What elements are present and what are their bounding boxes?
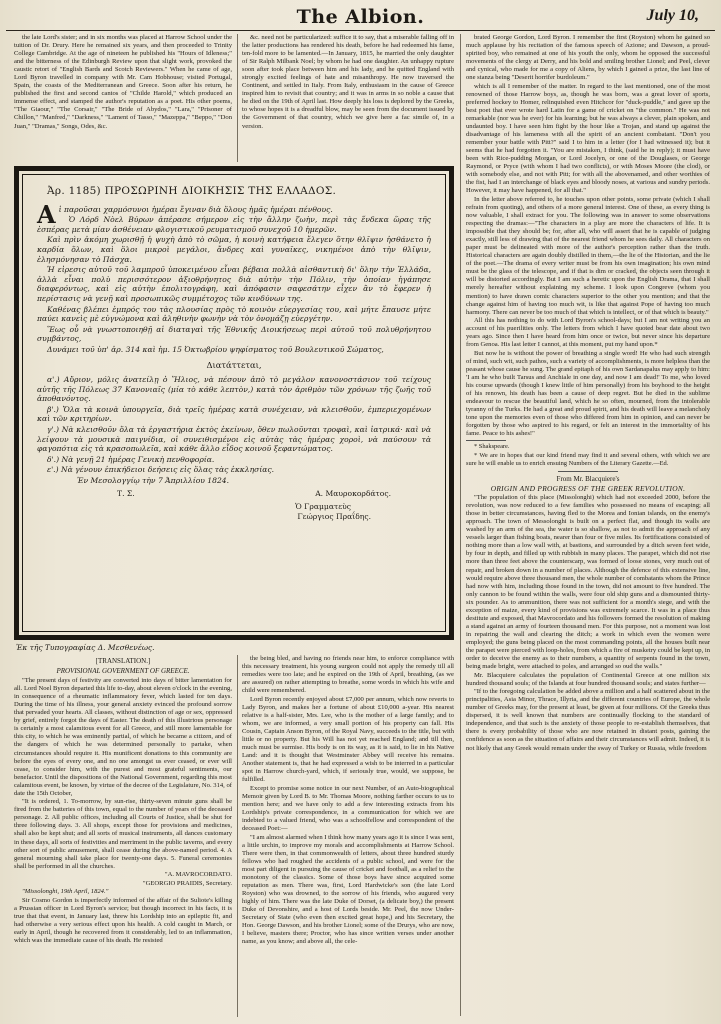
paragraph: brated George Gordon, Lord Byron. I remember the first (Royston) whom he gained so much applause by his recitation of the famous speech of Azione; and Dawson, a proud-spirited boy, who remained at one of his youth the only, whom he opposed the successful movements of the clergy at Derry, and his bold and smiling brother Lionel; and Peel, clever and cynical, who made for me a copy of Aliens, by which I gained a prize, the last line of one stanza being "Deserit horrifer burdoleum."	[466, 34, 710, 82]
paragraph: "The present days of festivity are converted into days of bitter lamentation for all. Lord Noel Byron departed this life to-day, about eleven o'clock in the evening, in consequence of a rheumatic inflammatory fever, which lasted for ten days. During the time of his illness, your general anxiety evinced the profound sorrow that pervaded your hearts. All classes, without distinction of age or sex, oppressed by grief, entirely forgot the days of Easter. The death of this illustrious personage is certainly a most calamitous event for all Greece, and still more lamentable for this city, to which he was eminently partial, of which he became a citizen, and of the dangers of which he was determined personally to partake, when circumstances should require it. His munificent donations to this community are before the eyes of every one, and no one amongst us ever ceased, or ever will cease, to consider him, with the purest and most grateful sentiments, our benefactor. Until the dispositions of the National Government, regarding this most calamitous event, be known, by virtue of the decree of the Legislature, No. 314, of date the 15th October,	[14, 677, 232, 797]
column-divider	[237, 655, 238, 1017]
paragraph: Sir Cosmo Gordon is imperfectly informed of the affair of the Suliote's killing a Prussian officer in Lord Byron's service; but though incorrect in his facts, it is true that that event, in January last, threw his Lordship into an epileptic fit, and had otherwise a very serious effect upon his health. A cold caught in March, or early in April, though he recovered from it considerably, led to an inflammation, which was the immediate cause of his death. He resisted	[14, 896, 232, 945]
place-date: Ἐν Μεσολογγίῳ τὴν 7 Ἀπριλλίου 1824.	[77, 476, 230, 486]
decree-item: δ'.) Νὰ γενῇ 21 ἡμέρας Γενικὴ πενθοφορία.	[47, 454, 215, 464]
dateline: "Missolonghi, 19th April, 1824."	[22, 888, 109, 896]
decree-item: α'.) Αὔριον, μόλις ἀνατείλῃ ὁ Ἥλιος, νὰ πέσουν ἀπὸ τὸ μεγάλον κανονοστάσιον τοῦ τείχους αὐτῆς τῆς Πόλεως 37 Κανονιαῖς (μία τὸ κάθε λεπτὸν,) κατὰ τὸν ἀριθμὸν τῶν χρόνων τῆς ζωῆς τοῦ ἀποθανόντος.	[37, 375, 431, 404]
decree-item: ε'.) Νὰ γένουν ἐπικήδειοι δεήσεις εἰς ὅλας τὰς ἐκκλησίας.	[47, 465, 275, 475]
signatory: Α. Μαυροκορδάτος.	[315, 488, 391, 498]
paragraph: Καὶ πρὶν ἀκόμη χωρισθῇ ἡ ψυχὴ ἀπὸ τὸ σῶμα, ἡ κοινὴ κατήφεια ἔλεγεν ὅτην θλῖψιν ἠσθάνετο ἡ καρδία ὅλων, καὶ ὅλοι μικροὶ μεγάλοι, ἄνδρες καὶ γυναῖκες, νικημένοι ἀπὸ τὴν θλῖψιν, ἐλησμόνησαν τὸ Πάσχα.	[37, 235, 431, 264]
bottom-column-1	[14, 655, 232, 1017]
column-divider	[237, 34, 238, 162]
footnote-rule	[466, 440, 506, 441]
top-column-1	[14, 34, 232, 162]
article-source: From Mr. Blacquiere's	[556, 474, 620, 483]
government-heading: PROVISIONAL GOVERNMENT OF GREECE.	[56, 667, 190, 676]
seal-mark: Τ. Σ.	[117, 488, 135, 498]
paragraph: "If to the foregoing calculation be added above a million and a half scattered about in the principalities, Asia Minor, Thrace, Illyria, and the different countries of Europe, the whole number of Greeks may, for the present at least, be given at four millions. Of the Greeks thus dispersed, it is well known that numbers are continually flocking to the standard of independence, and that such is the anxiety of those people to re-establish themselves, that there is every probability of those who are now retained in distant posts, gaining the confidence as soon as the situation of affairs and their circumstances will admit. Indeed, it is not likely that any Greek would remain under the sway of Turkey or Russia, while freedom	[466, 688, 710, 752]
decree-item: β'.) Ὅλα τὰ κοινὰ ὑπουργεῖα, διὰ τρεῖς ἡμέρας κατὰ συνέχειαν, νὰ κλεισθοῦν, ἐμπεριεχομένων καὶ τῶν κριτηρίων.	[37, 404, 431, 424]
signature: "GEORGIO PRAIDIS, Secretary.	[142, 879, 232, 887]
paragraph: All this has nothing to do with Lord Byron's school-days; but I am not writing you an account of his puerilities only. The letters from which I have quoted bear date about two years ago. Since then I have heard from him once or twice, but never since his departure from Genoa. His last letter I cannot, at this moment, put my hand upon.*	[466, 317, 710, 349]
paragraph: Mr. Blacquiere calculates the population of Continental Greece at one million six hundred thousand souls; of the Islands at four hundred thousand souls; and states further—	[466, 671, 710, 687]
decree-item: γ'.) Νὰ κλεισθοῦν ὅλα τὰ ἐργαστήρια ἐκτὸς ἐκείνων, ὅθεν πωλοῦνται τροφαὶ, καὶ ἰατρικά· καὶ νὰ λείψουν τὰ μουσικὰ παιγνίδια, οἱ συνειθισμένοι εἰς αὐτὰς τὰς ἡμέρας χοροὶ, νὰ παύσουν τὰ φαγοπότια εἰς τὰ κρασοπωλεῖα, καὶ κάθε ἄλλο εἶδος κοινοῦ ξεφαντώματος.	[37, 425, 431, 454]
paragraph: But now he is without the power of breathing a single word! He who had such strength of mind, such wit, such pathos, such a variety of accomplishments, is more helpless than the peasant whose cause he sung. The grand epitaph of his own Sardanapalus may apply to him: 'I am he who built Tarsus and Anchiale in one day, and now I am dead!' To me, who loved his course upwards (though I knew little of him personally) from his boyhood to the height of his renown, his death has been a cause of deep regret. But he died in the sublime endeavour to rescue the beautiful land, which he so often, mourned, from the intolerable tyranny of the Turks. He had a great and proud spirit, and his death will leave a melancholy tone upon the memories even of those who differed from him in opinion, and can never be forgotten by those who aspired to his regard, or felt an interest in the immortality of his fame. Peace to his ashes!"	[466, 349, 710, 438]
paragraph: Lord Byron recently enjoyed about £7,000 per annum, which now reverts to Lady Byron, and makes her a fortune of about £10,000 a-year. His nearest relative is a half-sister, Mrs. Lee, who is the mother of a large family; and to whom, we are informed, a very small portion of his property can fall. His Cousin, Captain Anson Byron, of the Royal Navy, succeeds to the title, but with little or no property. But his Will has not yet reached England; and till then, much must be surmise. His body is on its way, as it is said, to lie in his Native Land: and it is thought that Westminster Abbey will receive his remains. Another statement is, that he had expressed a wish to be interred in a particular spot in Harrow church-yard, which, if seriously true, would, we suppose, be fulfilled.	[242, 695, 454, 784]
decree-heading: Διατάττεται,	[206, 359, 262, 370]
paragraph: the late Lord's sister; and in six months was placed at Harrow School under the tuition of Dr. Drury. Here he remained six years, and then proceeded to Trinity College Cambridge. At the age of nineteen he published his "Hours of Idleness;" and the bitterness of the Edinburgh Review upon that slight work, provoked the caustic retort of "English Bards and Scotch Reviewers." When he came of age, Lord Byron travelled in company with Mr. Cam Hobhouse; visited Portugal, Spain, the coasts of the Mediterranean and Greece. Soon after his return, he published the first and second cantos of "Childe Harold," which produced an immense effect, and stamped the author's reputation as a poet. His other poems, "The Giaour," "The Corsair," "The Bride of Abydos," "Lara," "Prisoner of Chillon," "Manfred," "Darkness," "Lament of Tasso," "Mazeppa," "Beppo," "Don Juan," "Dramas," Songs, Odes, &c.	[14, 34, 232, 130]
secretary-title: Ὁ Γραμματεὺς	[295, 502, 351, 512]
paragraph: Δυνάμει τοῦ ὑπ' ἀρ. 314 καὶ ἡμ. 15 Ὀκτωβρίου ψηφίσματος τοῦ Βουλευτικοῦ Σώματος,	[47, 344, 384, 354]
newspaper-title: The Albion.	[296, 6, 425, 28]
paragraph: the being bled, and having no friends near him, to enforce compliance with this necessary treatment, his young surgeon could not apply the remedy till all remedies were too late; and he expired on the 19th of April, breathing, (as we are assured) on rather attempting to breathe, some words in which his wife and child were remembered.	[242, 655, 454, 695]
paragraph: "I am almost alarmed when I think how many years ago it is since I was sent, a little urchin, to improve my morals and accomplishments at Harrow School. There were then, in that commonwealth of letters, about three hundred sturdy fellows who had roughed the accidents of a public school, and were for the most part diligent in pursuing the cause of cricket and football, as a relief to the monotony of the classics. Some of those boys have since acquired some reputation as men. There was, first, Lord Hardwicke's son (the late Lord Royston) who was drowned, to the sorrow of his friends, who augured very highly of him. There was the late Duke of Dorset, (a delicate boy,) the present Duke of Devonshire, and a host of Lords beside. Mr. Peel, the now Under-Secretary of State (who even then excited great hope,) and his Secretary, the Hon. George Dawson, and his brother Lionel; some of the Drurys, who are now, I believe, masters there; Proctor, who has since written verses under another name, as you know; and above all, the cele-	[242, 833, 454, 946]
paragraph: Ἡ εἰρεσις αὐτοῦ τοῦ λαμπροῦ ὑποκειμένου εἶναι βέβαια πολλὰ αἰσθαντικὴ δι' ὅλην τὴν Ἑλλάδα, ἀλλὰ εἶναι πολὺ περισσότερον ἀξιοθρήνητος διὰ αὐτὴν τὴν Πόλιν, τὴν ὁποίαν ἠγάπησε διαφερόντως, καὶ εἰς αὐτὴν ἐπολιτογράφη, καὶ ἀπόφασιν σαφεσάτην εἶχεν ἂν τὸ ἔφερεν ἡ περίστασις νὰ γενῇ καὶ προσωπικῶς συμμέτοχος τῶν κινδύνων της.	[37, 265, 431, 303]
drop-cap: Α	[37, 199, 56, 229]
paragraph: &c. need not be particularized: suffice it to say, that a miserable falling off in the latter productions has rendered his death, before he had redeemed his fame, ten-fold more to be lamented.—In January, 1815, he married the only daughter of Sir Ralph Milbank Noel; by whom he had one daughter. An unhappy rupture soon after took place between him and his lady, and he quitted England with strongly excited feelings of hate and misanthropy. He now traversed the Continent, and settled in Italy. From Italy, enthusiasm in the cause of Greece inspired him to revisit that country; and it was in arms in so noble a cause that he died on the 19th of April last. How deeply his loss is deplored by the Greeks, to whose hopes it is a dreadful blow, may be seen from the document issued by the Government of that country, which we give here a fac simile of, in a version.	[242, 34, 454, 130]
greek-proclamation	[22, 174, 446, 632]
signatures	[37, 487, 431, 499]
bottom-column-2	[242, 655, 454, 1017]
issue-date: July 10,	[646, 7, 699, 24]
translation-label: [TRANSLATION.]	[95, 657, 151, 665]
paragraph: Καθένας βλέπει ἐμπρός του τὰς πλουσίας πρὸς τὸ κοινὸν εὐεργεσίας του, καὶ μήτε ἔπαυσε μήτε παύει κανεὶς μὲ εὐγνώμονα καὶ ἀληθινὴν φωνὴν νὰ τὸν ὀνομάζῃ εὐεργέτην.	[37, 304, 431, 324]
section-rule	[558, 471, 618, 472]
paragraph: "It is ordered, 1. To-morrow, by sun-rise, thirty-seven minute guns shall be fired from the batteries of this town, equal to the number of years of the deceased personage. 2. All public offices, including all Courts of Justice, shall be shut for three following days. 3. All shops, except those for provisions and medicines, shall also be kept shut; and all sorts of musical instruments, all dances customary in these days, all sorts of festivities and merriment in the public taverns, and every other sort of public amusement, shall cease during the above-named period. 4. A general mourning shall take place for twenty-one days. 5. Funeral ceremonies shall be performed in all the churches.	[14, 798, 232, 870]
column-divider	[460, 34, 461, 1016]
secretary-name: Γεώργιος Πραΐδης.	[297, 511, 371, 521]
masthead-rule	[6, 30, 715, 31]
article-title: ORIGIN AND PROGRESS OF THE GREEK REVOLUTION.	[490, 484, 686, 494]
paragraph: Ἕως οὗ νὰ γνωστοποιηθῇ αἱ διαταγαὶ τῆς Ἐθνικῆς Διοικήσεως περὶ αὐτοῦ τοῦ πολυθρήνητου συμβάντος,	[37, 324, 431, 344]
signature: "A. MAVROCORDATO.	[164, 871, 232, 879]
paragraph: Ὁ Λόρδ Νὸελ Βύρων ἀπέρασε σήμερον εἰς τὴν ἄλλην ζωὴν, περὶ τὰς ἕνδεκα ὥρας τῆς ἑσπέρας μετὰ μίαν ἀσθένειαν φλογιστικοῦ ρευματισμοῦ συνεχοῦ 10 ἡμερῶν.	[37, 215, 431, 234]
footnote: * Shakspeare.	[474, 443, 510, 451]
proclamation-header: Ἀρ. 1185) ΠΡΟΣΩΡΙΝΗ ΔΙΟΙΚΗΣΙΣ ΤΗΣ ΕΛΛΑΔΟΣ.	[47, 185, 337, 197]
paragraph: "The population of this place (Missolonghi) which had not exceeded 2000, before the revolution, was now reduced to a few families who possessed no means of escaping; all those in better circumstances, having fled to the Morea and Ionian islands, on the enemy's approach. The town of Messolonghi is built on a perfect flat, and though its walls are washed by an arm of the sea, the water is so shallow, as not to admit the approach of any vessels larger than fishing boats, nearer than four or five miles. Its fortifications consisted of nothing more than a low wall with, at bastions, and surrounded by a ditch seven feet wide, by four in depth, and filled up with rubbish in many places. The parapet, which did not rise more than three feet above the counterscarp, was formed of loose stones, very much out of repair, and broken down in a number of places. Although the defence of this extensive line, would require above three thousand men, the whole number of combatants whom the Prince had now with him, including those found in the town, did not amount to five hundred. The only cannon to be found within the walls, were four old ship guns and a dismounted thirty-six pounder. As to ammunition, there was not sufficient for a month's siege, and with the exception of maize, every kind of provisions was extremely scarce. It was in a place thus destitute and exposed, that Mavrocordato and his followers formed the resolution of making a stand against an army of fourteen thousand men. For this purpose, not a moment was lost in repairing the wall and clearing the ditch; a work in which even the women were employed; the guns being placed on the most commanding points, all the houses built near the parapet were pierced with loop-holes, from which a fire of musketry could be kept up, in order to deceive the enemy as to their numbers, a quantity of serpents found in the town, being made bright, were attached to poles, and arranged so oud the walls."	[466, 494, 710, 671]
greek-proclamation-box	[14, 166, 454, 640]
paragraph: which is all I remember of the matter. In regard to the last mentioned, one of the most renowned of those Harrow boys, as, though he was born, was a great lover of sports, preferred hockey to Homer, relinquished even Hitchcor for "duck-puddle," and gave up the best poet that ever wrote hard Latin for a game of cricket on "the common." He was not remarkable (nor was he ever) for his learning; but he was always a clever, plain spoken, and undaunted boy. I have seen him fight by the hour like a Trojan, and stand up against the disadvantage of his lameness with all the spirit of an ancient combatant. "Don't you remember your battle with Pitt?" said I to him in a letter (for I had witnessed it); but it seems that he had forgotten it. "You are mistaken, I think, (said he in reply); it must have been with Rice-pudding Morgan, or Lord Jocelyn, or one of the Douglases, or George Raymond, or Pryce (with whom I had two conflicts), or with Moses Moore (the clod), or with somebody else, and not with Pitt; for with all the abovenamed, and other worthies of the fist, had I an interchange of black eyes and bloody noses, at various and sundry periods. However, it may have happened, for all that."	[466, 82, 710, 195]
paragraph: In the letter above referred to, he touches upon other points, some private (which I shall refrain from quoting), and others of a more general interest. One of these, as every thing is now valuable, I shall extract for you. The following was in answer to some observations respecting the dramas:—"The characters in a play are more the characters of life. It is impossible that they should be; for, after all, who will assert that he is capable of judging exactly, still less of drawing that of the nearest friend whom he sees daily. All characters on paper must be delineated with more of the author's perception rather than the truth. Historical characters are again doubly distilled in them,—the lie of the Historian, and the lie of the poet.—The drama of every writer must be from his own imagination; his own mind must be the glass of the telescope, and if that is dim or cracked, the objects seen through it will be distorted accordingly. But I am such a heretic upon the English Drama, that I shall merely hereafter without explaining my scheme. I look upon Congreve (whom you mention) to have drawn comic characters superior to the other you mention; and that the change against him of having too much wit, is like that against Pope of having too much harmony. There can never be too much of that which is intellect, or of that which is beauty."	[466, 195, 710, 316]
footnote: * We are in hopes that our kind friend may find it and several others, with which we are sure he will enable us to enrich ensuing Numbers of the Literary Gazette.—Ed.	[466, 451, 710, 467]
masthead	[0, 6, 721, 28]
printer-imprint: Ἐκ τῆς Τυπογραφίας Δ. Μεσθενέως.	[16, 643, 155, 652]
top-column-2	[242, 34, 454, 162]
paragraph: Except to promise some notice in our next Number, of an Auto-biographical Memoir given by Lord B. to Mr. Thomas Moore, nothing farther occurs to us to mention here; and we have only to add a few interesting extracts from his Lordship's private correspondence, in a communication for which we are indebted to a valued friend, who was a schoolfellow and correspondent of the deceased Poet:—	[242, 784, 454, 832]
paragraph: Αἱ παροῦσαι χαρμόσυνοι ἡμέραι ἔγιναν διὰ ὅλους ἡμᾶς ἡμέραι πένθους.	[37, 199, 333, 229]
right-column	[466, 34, 710, 1016]
